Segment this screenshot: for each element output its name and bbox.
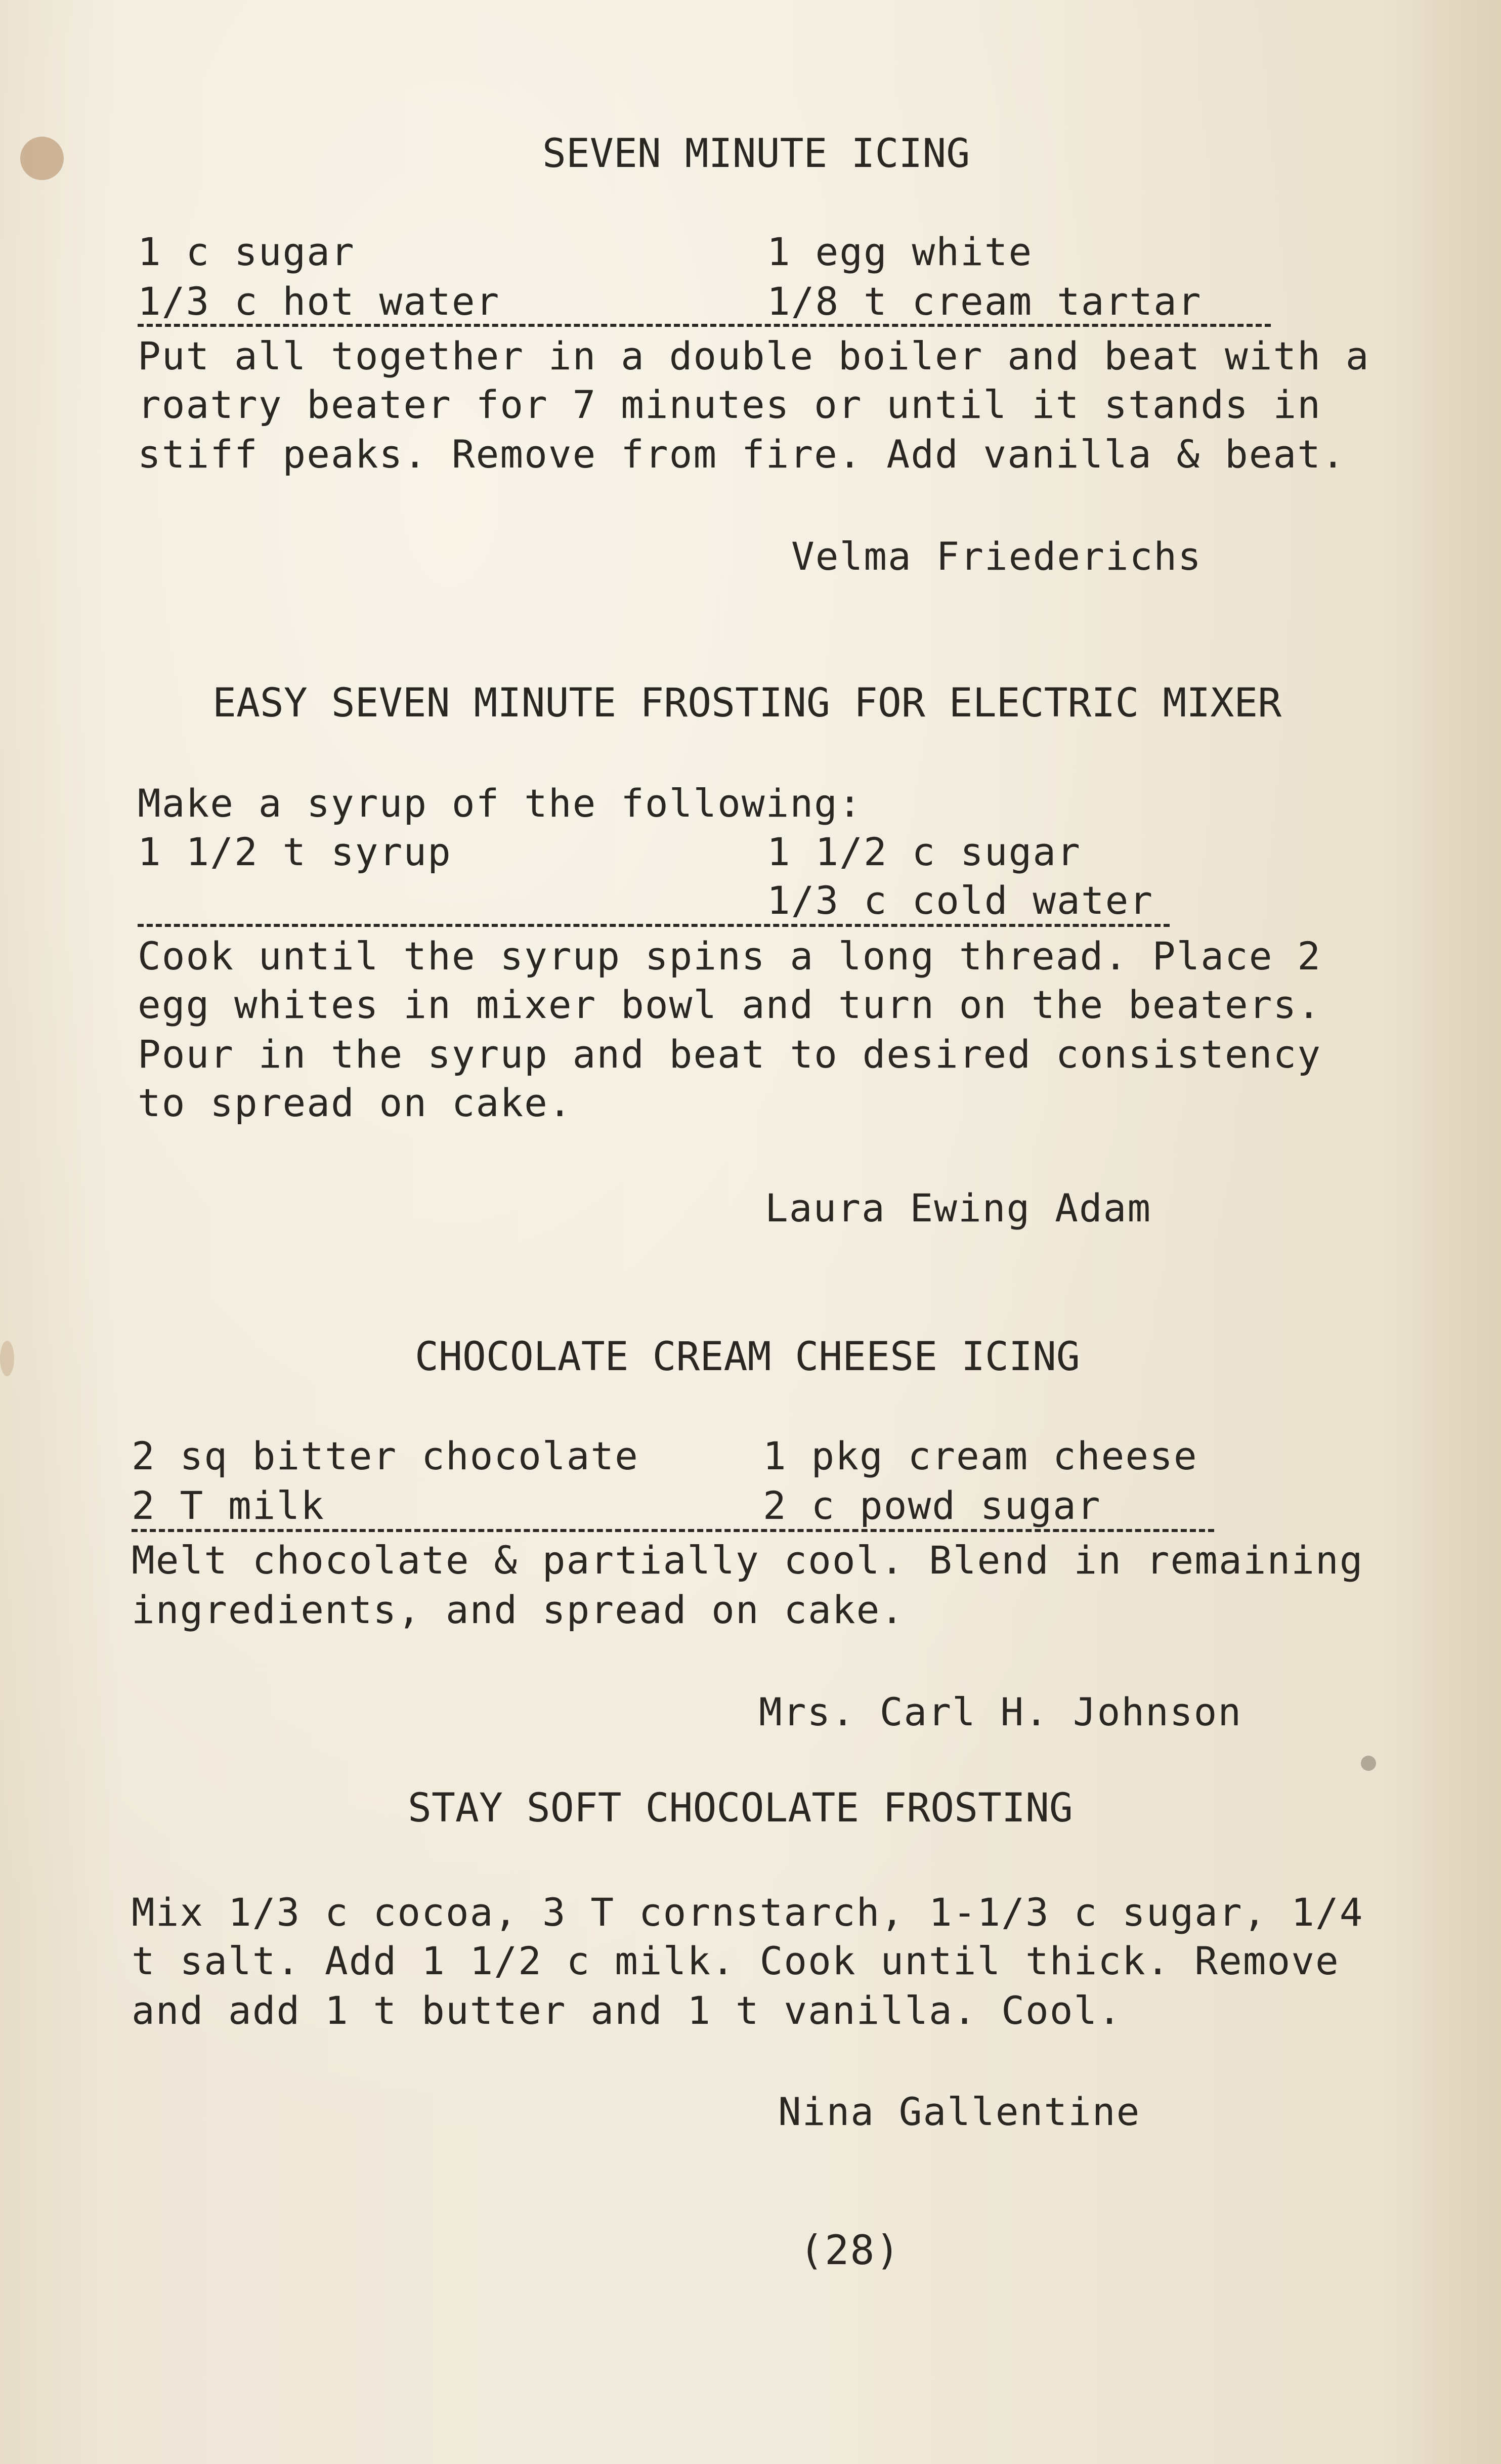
recipe-author: Mrs. Carl H. Johnson: [759, 1689, 1242, 1734]
ingredient: 1/3 c cold water: [767, 878, 1154, 923]
direction-line: t salt. Add 1 1/2 c milk. Cook until thick. Remove: [132, 1938, 1340, 1983]
ingredient: 1 pkg cream cheese: [763, 1433, 1198, 1478]
ingredient-rule: [138, 924, 1170, 927]
recipe-title: SEVEN MINUTE ICING: [542, 131, 970, 177]
ingredient: 1 1/2 t syrup: [138, 829, 452, 874]
direction-line: roatry beater for 7 minutes or until it stands in: [138, 382, 1322, 427]
ingredient: 1/8 t cream tartar: [767, 279, 1202, 324]
page-number: (28): [799, 2227, 901, 2274]
ingredient: 2 T milk: [132, 1483, 325, 1528]
ingredient: 2 sq bitter chocolate: [132, 1433, 639, 1478]
ingredient: 1/3 c hot water: [138, 279, 500, 324]
recipe-author: Velma Friederichs: [791, 534, 1202, 579]
ingredient: 1 c sugar: [138, 229, 355, 274]
paper-stain: [1361, 1756, 1376, 1771]
direction-line: Pour in the syrup and beat to desired consistency: [138, 1032, 1322, 1077]
direction-line: stiff peaks. Remove from fire. Add vanilla & beat.: [138, 432, 1346, 477]
direction-line: Mix 1/3 c cocoa, 3 T cornstarch, 1-1/3 c sugar, 1/4: [132, 1890, 1364, 1935]
recipe-title: STAY SOFT CHOCOLATE FROSTING: [408, 1786, 1073, 1831]
paper-stain: [0, 1341, 14, 1376]
direction-line: ingredients, and spread on cake.: [132, 1587, 905, 1632]
ingredient-rule: [132, 1529, 1214, 1532]
ingredient: 2 c powd sugar: [763, 1483, 1101, 1528]
direction-line: Put all together in a double boiler and beat with a: [138, 333, 1370, 378]
recipe-author: Laura Ewing Adam: [765, 1185, 1152, 1230]
recipe-author: Nina Gallentine: [778, 2089, 1141, 2134]
recipe-title: CHOCOLATE CREAM CHEESE ICING: [415, 1334, 1080, 1380]
ingredient-rule: [138, 324, 1271, 327]
ingredient: 1 egg white: [767, 229, 1033, 274]
paper-stain: [20, 137, 64, 180]
direction-line: Cook until the syrup spins a long thread. Place 2: [138, 933, 1322, 979]
ingredient: 1 1/2 c sugar: [767, 829, 1081, 874]
direction-line: to spread on cake.: [138, 1080, 573, 1125]
direction-line: and add 1 t butter and 1 t vanilla. Cool.: [132, 1988, 1122, 2033]
direction-line: Melt chocolate & partially cool. Blend in remaining: [132, 1538, 1364, 1583]
recipe-title: EASY SEVEN MINUTE FROSTING FOR ELECTRIC MIXER: [212, 681, 1282, 726]
direction-line: egg whites in mixer bowl and turn on the beaters.: [138, 982, 1322, 1027]
recipe-intro: Make a syrup of the following:: [138, 781, 863, 826]
